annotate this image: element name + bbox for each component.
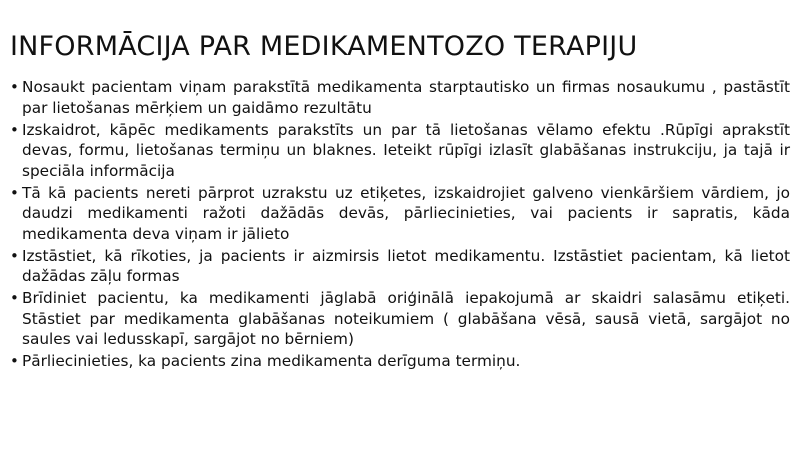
bullet-item-2 — [10, 120, 790, 182]
bullet-text: Pārliecinieties, ka pacients zina medikamenta derīguma termiņu. — [22, 352, 521, 370]
bullet-dot-icon: • — [10, 120, 19, 139]
bullet-dot-icon: • — [10, 183, 19, 202]
bullet-text: Tā kā pacients nereti pārprot uzrakstu uz etiķetes, izskaidrojiet galveno vienkāršiem vārdiem, jo daudzi medikamenti ražoti dažādās devās, pārliecinieties, vai pacients ir sapratis, kāda medikamenta deva viņam ir jālieto — [22, 183, 790, 243]
bullet-item-5 — [10, 288, 790, 350]
bullet-dot-icon: • — [10, 289, 19, 307]
bullet-item-1 — [10, 77, 790, 118]
bullet-dot-icon: • — [10, 352, 19, 370]
bullet-item-4 — [10, 246, 790, 287]
bullet-text: Izskaidrot, kāpēc medikaments parakstīts un par tā lietošanas vēlamo efektu .Rūpīgi aprakstīt devas, formu, lietošanas termiņu un blaknes. Ieteikt rūpīgi izlasīt glabāšanas instrukciju, ja tajā ir speciāla informācija — [22, 120, 790, 180]
bullet-item-3 — [10, 183, 790, 245]
bullet-dot-icon: • — [10, 246, 19, 265]
slide-title: INFORMĀCIJA PAR MEDIKAMENTOZO TERAPIJU — [10, 31, 638, 62]
bullet-text: Brīdiniet pacientu, ka medikamenti jāglabā oriģinālā iepakojumā ar skaidri salasāmu etiķeti. Stāstiet par medikamenta glabāšanas noteikumiem ( glabāšana vēsā, sausā vietā, sargājot no saules vai ledusskapī, sargājot no bērniem) — [22, 289, 790, 348]
bullet-text: Izstāstiet, kā rīkoties, ja pacients ir aizmirsis lietot medikamentu. Izstāstiet pacientam, kā lietot dažādas zāļu formas — [22, 246, 790, 285]
bullet-list — [10, 77, 790, 373]
bullet-item-6 — [10, 351, 790, 372]
bullet-text: Nosaukt pacientam viņam parakstītā medikamenta starptautisko un firmas nosaukumu , pastāstīt par lietošanas mērķiem un gaidāmo rezultātu — [22, 78, 790, 117]
bullet-dot-icon: • — [10, 78, 19, 96]
